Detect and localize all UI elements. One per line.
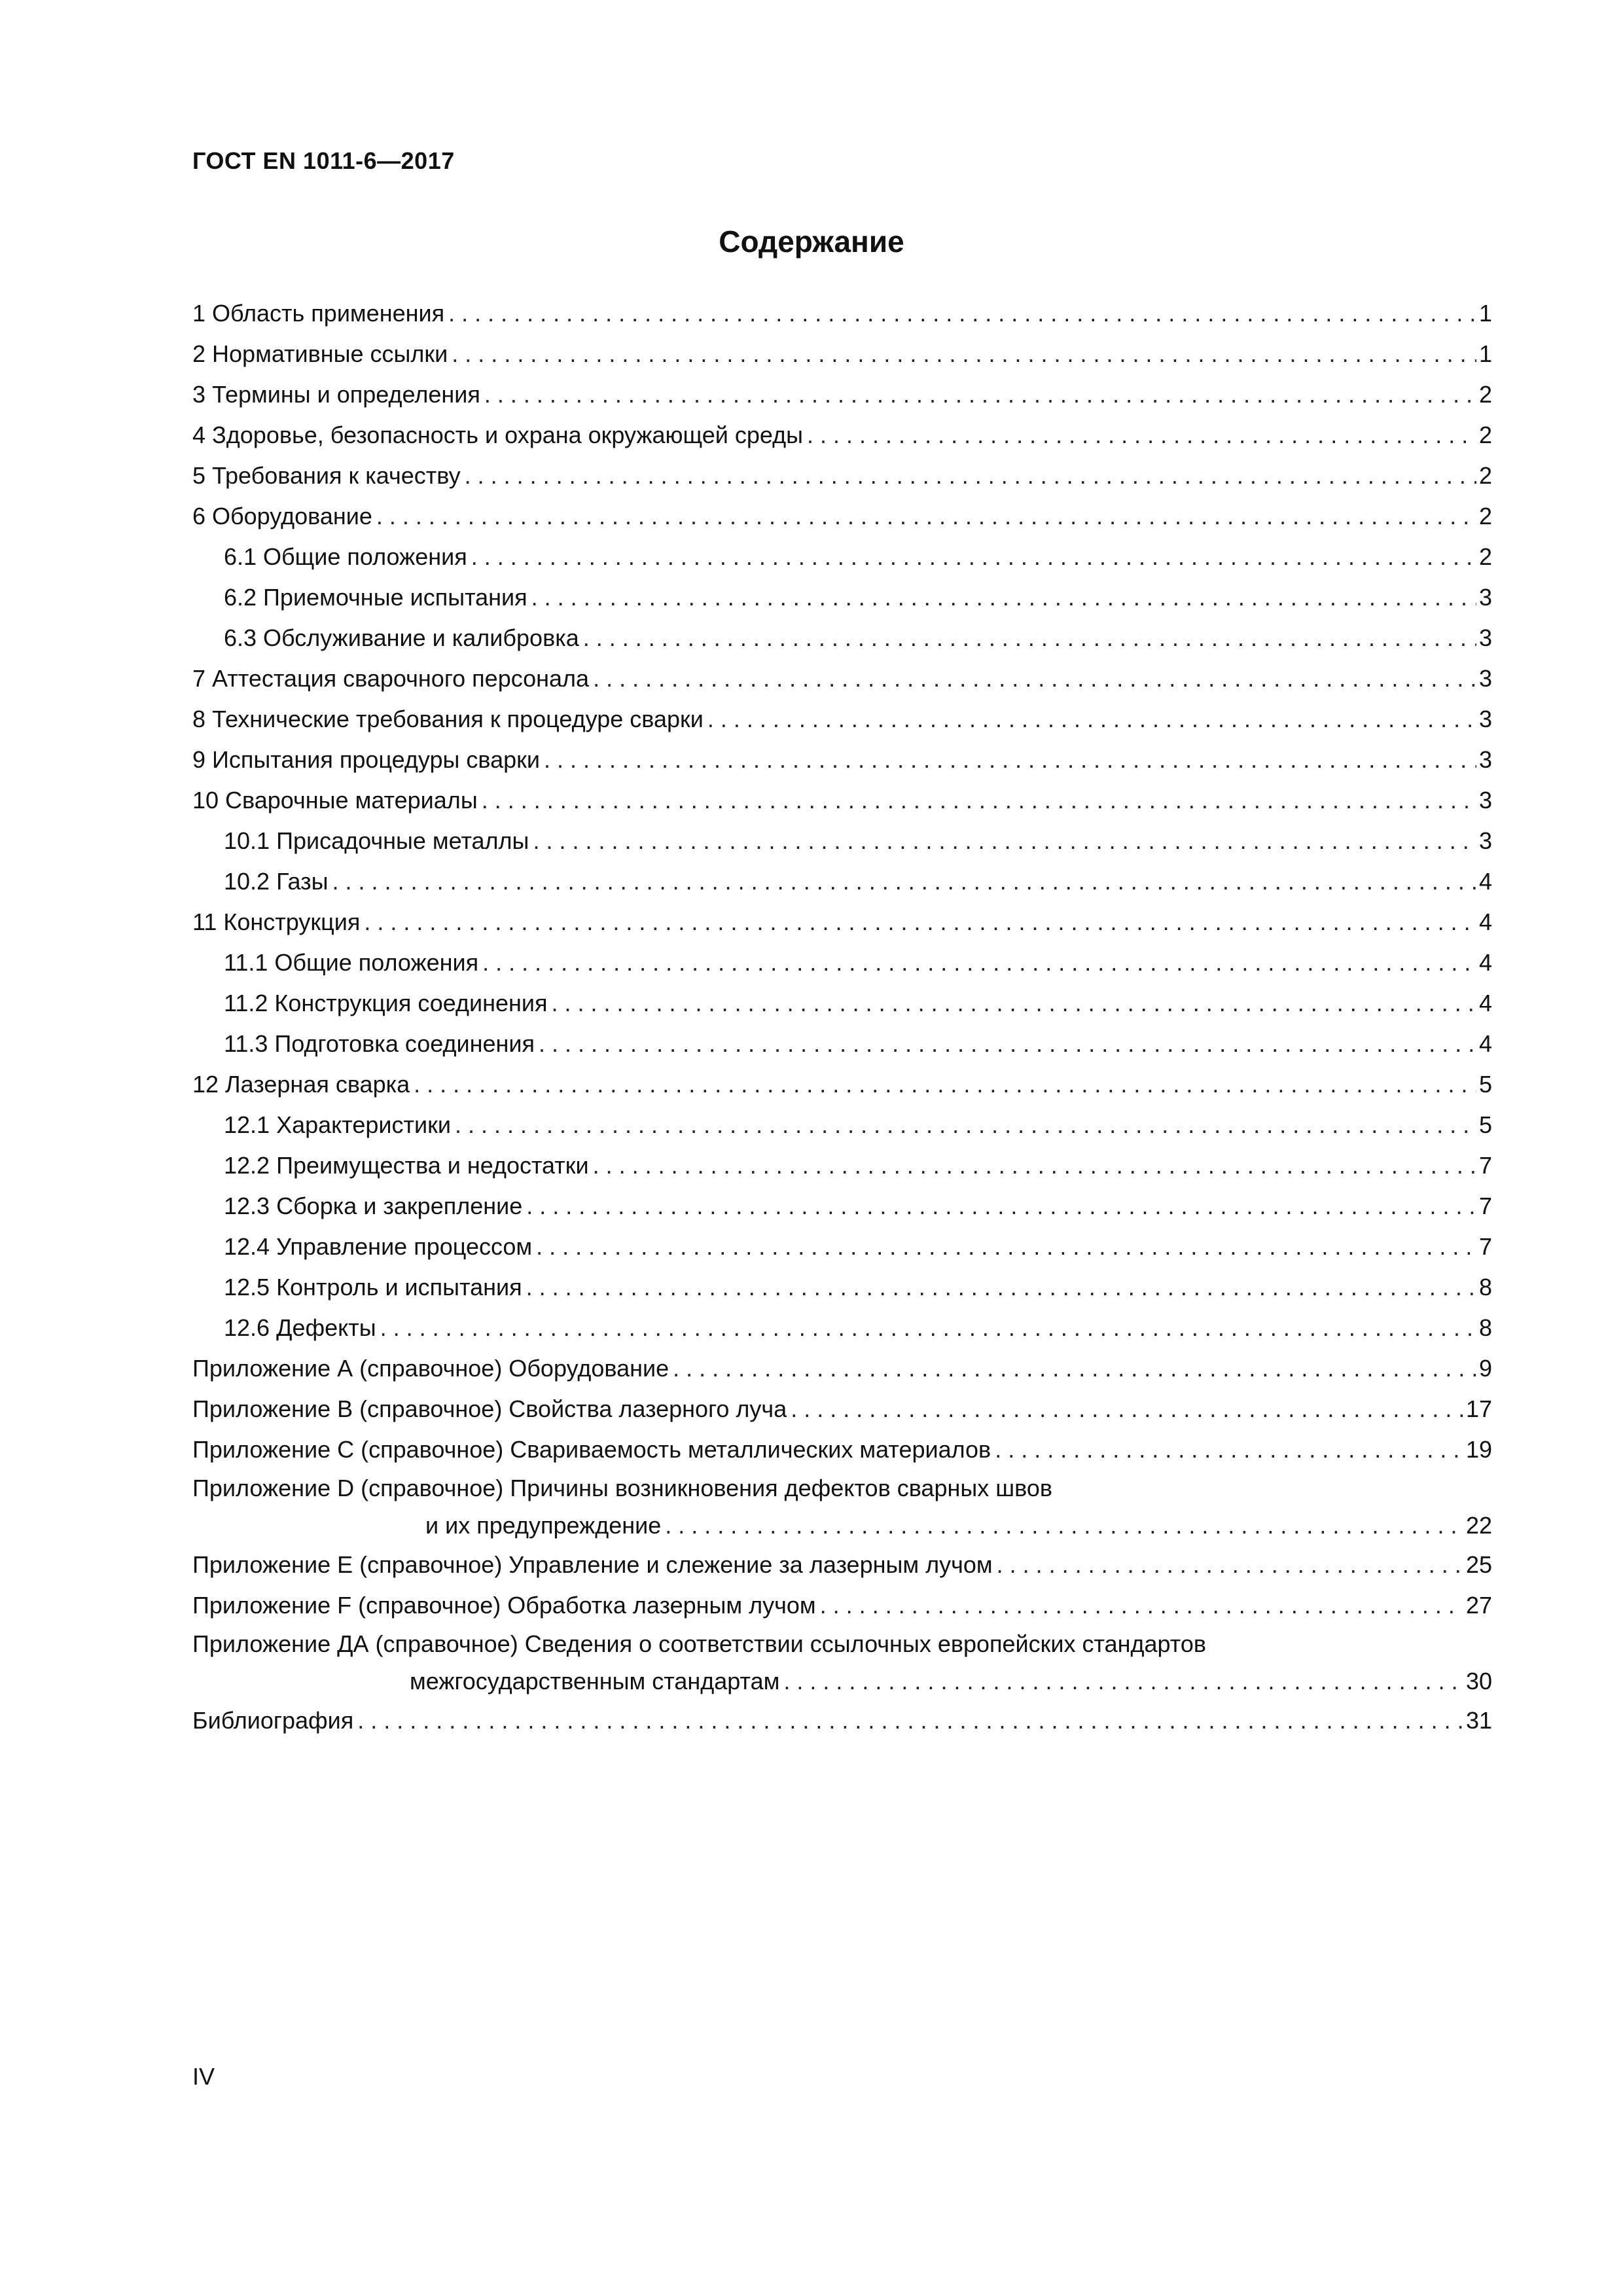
document-header: ГОСТ EN 1011-6—2017 [192, 147, 455, 174]
toc-entry-label: Приложение F (справочное) Обработка лазерным лучом [192, 1592, 816, 1619]
toc-entry-5[interactable] [192, 456, 1492, 496]
toc-entry-continuation [192, 1662, 1492, 1700]
toc-entry-page: 17 [1465, 1395, 1492, 1422]
toc-entry-page: 8 [1478, 1314, 1492, 1341]
dot-leader [544, 740, 1476, 780]
dot-leader [673, 1348, 1476, 1389]
toc-entry-label: 3 Термины и определения [192, 381, 480, 408]
toc-entry-label: Приложение А (справочное) Оборудование [192, 1355, 669, 1382]
toc-entry-10-1[interactable] [192, 821, 1492, 861]
toc-entry-label-continuation: и их предупреждение [425, 1512, 662, 1539]
toc-entry-page: 4 [1478, 868, 1492, 895]
toc-entry-page: 8 [1478, 1274, 1492, 1300]
dot-leader [414, 1064, 1476, 1105]
toc-entry-annex-e[interactable] [192, 1545, 1492, 1585]
toc-entry-page: 1 [1478, 340, 1492, 367]
toc-entry-2[interactable] [192, 334, 1492, 374]
toc-entry-page: 2 [1478, 462, 1492, 489]
toc-entry-8[interactable] [192, 699, 1492, 740]
toc-entry-page: 31 [1465, 1707, 1492, 1734]
toc-entry-label: 10.2 Газы [224, 868, 329, 895]
toc-entry-page: 2 [1478, 422, 1492, 448]
toc-entry-label: Приложение Е (справочное) Управление и слежение за лазерным лучом [192, 1551, 993, 1578]
toc-entry-page: 7 [1478, 1233, 1492, 1260]
toc-entry-6-2[interactable] [192, 577, 1492, 618]
toc-entry-label: 12.2 Преимущества и недостатки [224, 1152, 589, 1179]
table-of-contents [192, 293, 1492, 1741]
toc-entry-label: Приложение D (справочное) Причины возникновения дефектов сварных швов [192, 1475, 1052, 1501]
toc-entry-label: 6.2 Приемочные испытания [224, 584, 527, 611]
dot-leader [665, 1507, 1463, 1545]
toc-entry-label: 11.1 Общие положения [224, 949, 479, 976]
toc-entry-12-6[interactable] [192, 1308, 1492, 1348]
toc-entry-label: Приложение ДА (справочное) Сведения о соответствии ссылочных европейских стандартов [192, 1630, 1206, 1657]
toc-entry-label: 9 Испытания процедуры сварки [192, 746, 540, 773]
toc-title: Содержание [719, 224, 904, 259]
dot-leader [526, 1186, 1476, 1227]
toc-entry-label-continuation: межгосударственным стандартам [410, 1668, 780, 1695]
toc-entry-page: 3 [1478, 746, 1492, 773]
toc-entry-page: 7 [1478, 1193, 1492, 1219]
toc-entry-12-1[interactable] [192, 1105, 1492, 1145]
toc-entry-10-2[interactable] [192, 861, 1492, 902]
toc-entry-label: 12.6 Дефекты [224, 1314, 376, 1341]
toc-entry-continuation [192, 1507, 1492, 1545]
toc-entry-annex-f[interactable] [192, 1585, 1492, 1626]
dot-leader [539, 1024, 1476, 1064]
toc-entry-page: 3 [1478, 706, 1492, 732]
toc-entry-page: 4 [1478, 990, 1492, 1016]
toc-entry-12-5[interactable] [192, 1267, 1492, 1308]
toc-entry-page: 4 [1478, 949, 1492, 976]
toc-entry-label: 12.3 Сборка и закрепление [224, 1193, 523, 1219]
dot-leader [995, 1429, 1463, 1470]
dot-leader [791, 1389, 1463, 1429]
toc-entry-label: 11.3 Подготовка соединения [224, 1030, 535, 1057]
dot-leader [452, 334, 1476, 374]
dot-leader [536, 1227, 1476, 1267]
toc-entry-label: 6.1 Общие положения [224, 543, 467, 570]
toc-entry-7[interactable] [192, 658, 1492, 699]
toc-entry-page: 2 [1478, 381, 1492, 408]
dot-leader [997, 1545, 1463, 1585]
dot-leader [531, 577, 1476, 618]
toc-entry-12-4[interactable] [192, 1227, 1492, 1267]
toc-entry-label: 6 Оборудование [192, 503, 372, 529]
dot-leader [533, 821, 1476, 861]
toc-entry-11-2[interactable] [192, 983, 1492, 1024]
toc-entry-page: 22 [1465, 1512, 1492, 1539]
toc-entry-4[interactable] [192, 415, 1492, 456]
toc-entry-page: 2 [1478, 503, 1492, 529]
toc-entry-page: 5 [1478, 1111, 1492, 1138]
toc-entry-11[interactable] [192, 902, 1492, 942]
toc-entry-page: 3 [1478, 665, 1492, 692]
dot-leader [552, 983, 1476, 1024]
toc-entry-label: 4 Здоровье, безопасность и охрана окружающей среды [192, 422, 804, 448]
toc-entry-annex-a[interactable] [192, 1348, 1492, 1389]
toc-entry-label: 10 Сварочные материалы [192, 787, 478, 814]
dot-leader [455, 1105, 1476, 1145]
toc-entry-page: 3 [1478, 827, 1492, 854]
toc-entry-page: 1 [1478, 300, 1492, 327]
dot-leader [332, 861, 1476, 902]
toc-entry-page: 5 [1478, 1071, 1492, 1098]
toc-entry-page: 30 [1465, 1668, 1492, 1695]
toc-entry-label: 12.4 Управление процессом [224, 1233, 533, 1260]
toc-entry-12-2[interactable] [192, 1145, 1492, 1186]
dot-leader [471, 537, 1476, 577]
toc-entry-11-3[interactable] [192, 1024, 1492, 1064]
toc-entry-1[interactable] [192, 293, 1492, 334]
dot-leader [482, 780, 1476, 821]
dot-leader [482, 942, 1476, 983]
page-number: IV [192, 2063, 215, 2090]
dot-leader [465, 456, 1476, 496]
dot-leader [484, 374, 1476, 415]
toc-entry-label: 8 Технические требования к процедуре сварки [192, 706, 704, 732]
toc-entry-page: 7 [1478, 1152, 1492, 1179]
toc-entry-label: 5 Требования к качеству [192, 462, 461, 489]
toc-entry-label: Приложение В (справочное) Свойства лазерного луча [192, 1395, 787, 1422]
dot-leader [593, 658, 1476, 699]
toc-entry-annex-b[interactable] [192, 1389, 1492, 1429]
dot-leader [783, 1662, 1463, 1700]
toc-entry-10[interactable] [192, 780, 1492, 821]
dot-leader [380, 1308, 1476, 1348]
toc-entry-label: 12 Лазерная сварка [192, 1071, 410, 1098]
toc-entry-6-1[interactable] [192, 537, 1492, 577]
toc-entry-label: 7 Аттестация сварочного персонала [192, 665, 590, 692]
dot-leader [820, 1585, 1463, 1626]
toc-entry-page: 4 [1478, 908, 1492, 935]
toc-entry-page: 3 [1478, 584, 1492, 611]
dot-leader [807, 415, 1476, 456]
toc-entry-6-3[interactable] [192, 618, 1492, 658]
dot-leader [583, 618, 1476, 658]
toc-entry-9[interactable] [192, 740, 1492, 780]
toc-entry-annex-da[interactable] [192, 1626, 1492, 1700]
toc-entry-page: 25 [1465, 1551, 1492, 1578]
dot-leader [376, 496, 1476, 537]
toc-entry-page: 4 [1478, 1030, 1492, 1057]
toc-entry-label: 11 Конструкция [192, 908, 361, 935]
toc-entry-label: 2 Нормативные ссылки [192, 340, 448, 367]
toc-entry-annex-c[interactable] [192, 1429, 1492, 1470]
dot-leader [364, 902, 1476, 942]
dot-leader [593, 1145, 1476, 1186]
dot-leader [526, 1267, 1476, 1308]
toc-entry-label: 6.3 Обслуживание и калибровка [224, 624, 579, 651]
toc-entry-page: 9 [1478, 1355, 1492, 1382]
toc-entry-page: 3 [1478, 787, 1492, 814]
dot-leader [448, 293, 1476, 334]
toc-entry-annex-d[interactable] [192, 1470, 1492, 1545]
toc-entry-page: 3 [1478, 624, 1492, 651]
toc-entry-label: Приложение С (справочное) Свариваемость металлических материалов [192, 1436, 991, 1463]
toc-entry-label: 11.2 Конструкция соединения [224, 990, 548, 1016]
toc-entry-11-1[interactable] [192, 942, 1492, 983]
toc-entry-label: Библиография [192, 1707, 354, 1734]
toc-entry-label: 12.5 Контроль и испытания [224, 1274, 522, 1300]
toc-entry-12[interactable] [192, 1064, 1492, 1105]
toc-entry-3[interactable] [192, 374, 1492, 415]
toc-entry-label: 10.1 Присадочные металлы [224, 827, 529, 854]
dot-leader [357, 1700, 1463, 1741]
toc-entry-label: 1 Область применения [192, 300, 445, 327]
toc-entry-page: 27 [1465, 1592, 1492, 1619]
toc-entry-bibliography[interactable] [192, 1700, 1492, 1741]
dot-leader [707, 699, 1476, 740]
toc-entry-12-3[interactable] [192, 1186, 1492, 1227]
toc-entry-label: 12.1 Характеристики [224, 1111, 451, 1138]
toc-entry-6[interactable] [192, 496, 1492, 537]
toc-entry-page: 2 [1478, 543, 1492, 570]
toc-entry-page: 19 [1465, 1436, 1492, 1463]
